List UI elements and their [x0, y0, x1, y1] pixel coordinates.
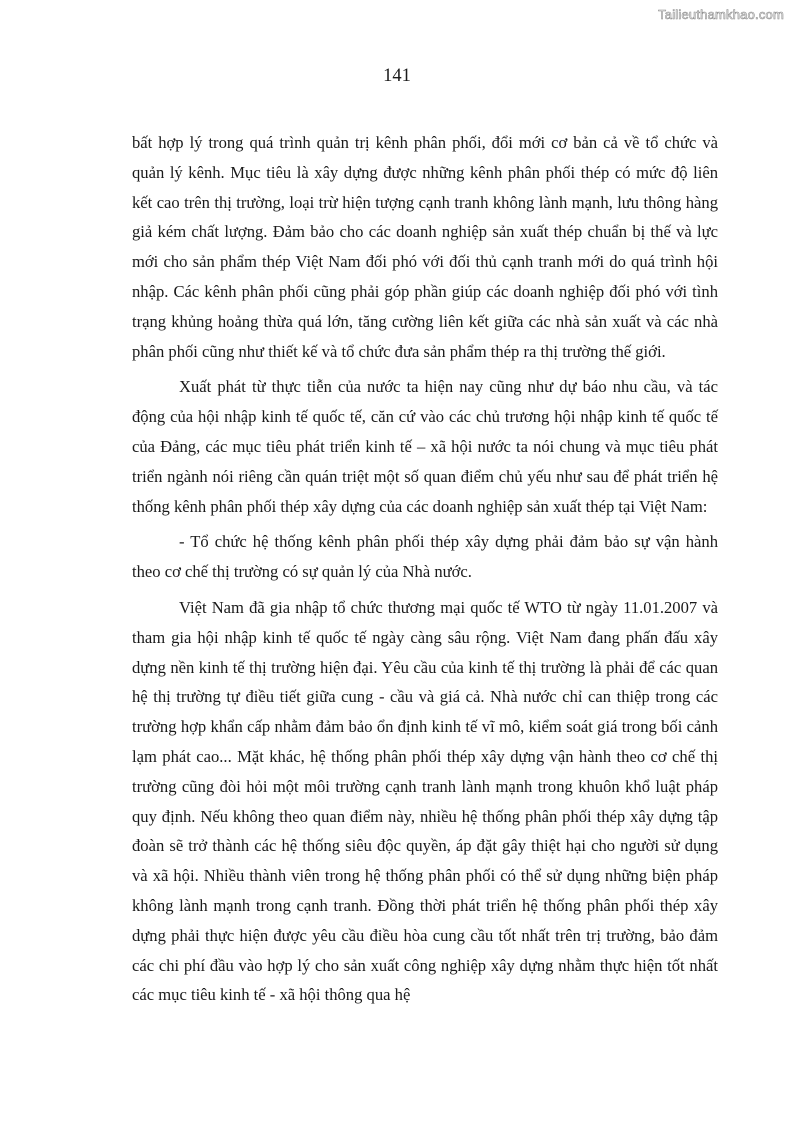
paragraph-continuation: bất hợp lý trong quá trình quản trị kênh phân phối, đổi mới cơ bản cả về tổ chức và quản lý kênh. Mục tiêu là xây dựng được những kênh phân phối thép có mức độ liên kết cao trên thị trường, loại trừ hiện tượng cạnh tranh không lành mạnh, lưu thông hàng giả kém chất lượng. Đảm bảo cho các doanh nghiệp sản xuất thép chuẩn bị thế và lực mới cho sản phẩm thép Việt Nam đối phó với đối thủ cạnh tranh mới do quá trình hội nhập. Các kênh phân phối cũng phải góp phần giúp các doanh nghiệp đối phó với tình trạng khủng hoảng thừa quá lớn, tăng cường liên kết giữa các nhà sản xuất và các nhà phân phối cũng như thiết kế và tổ chức đưa sản phẩm thép ra thị trường thế giới.	[132, 133, 718, 361]
page-number: 141	[383, 66, 411, 86]
paragraph-bullet: - Tổ chức hệ thống kênh phân phối thép xây dựng phải đảm bảo sự vận hành theo cơ chế thị trường có sự quản lý của Nhà nước.	[132, 532, 718, 582]
paragraph: Xuất phát từ thực tiễn của nước ta hiện nay cũng như dự báo nhu cầu, và tác động của hội nhập kinh tế quốc tế, căn cứ vào các chủ trương hội nhập kinh tế quốc tế của Đảng, các mục tiêu phát triển kinh tế – xã hội nước ta nói chung và mục tiêu phát triển ngành nói riêng cần quán triệt một số quan điểm chủ yếu như sau để phát triển hệ thống kênh phân phối thép xây dựng của các doanh nghiệp sản xuất thép tại Việt Nam:	[132, 377, 718, 516]
paragraph: Việt Nam đã gia nhập tổ chức thương mại quốc tế WTO từ ngày 11.01.2007 và tham gia hội nhập kinh tế quốc tế ngày càng sâu rộng. Việt Nam đang phấn đấu xây dựng nền kinh tế thị trường hiện đại. Yêu cầu của kinh tế thị trường là phải để các quan hệ thị trường tự điều tiết giữa cung - cầu và giá cả. Nhà nước chỉ can thiệp trong các trường hợp khẩn cấp nhằm đảm bảo ổn định kinh tế vĩ mô, kiểm soát giá trong bối cảnh lạm phát cao... Mặt khác, hệ thống phân phối thép xây dựng vận hành theo cơ chế thị trường cũng đòi hỏi một môi trường cạnh tranh lành mạnh trong khuôn khổ luật pháp quy định. Nếu không theo quan điểm này, nhiều hệ thống phân phối thép xây dựng tập đoàn sẽ trở thành các hệ thống siêu độc quyền, áp đặt gây thiệt hại cho người sử dụng và xã hội. Nhiều thành viên trong hệ thống phân phối có thể sử dụng những biện pháp không lành mạnh trong cạnh tranh. Đồng thời phát triển hệ thống phân phối thép xây dựng phải thực hiện được yêu cầu điều hòa cung cầu tốt nhất trên trị trường, bảo đảm các chi phí đầu vào hợp lý cho sản xuất công nghiệp xây dựng nhằm thực hiện tốt nhất các mục tiêu kinh tế - xã hội thông qua hệ	[132, 597, 718, 1005]
watermark: Tailieuthamkhao.com	[658, 7, 784, 22]
document-body	[132, 128, 718, 1016]
